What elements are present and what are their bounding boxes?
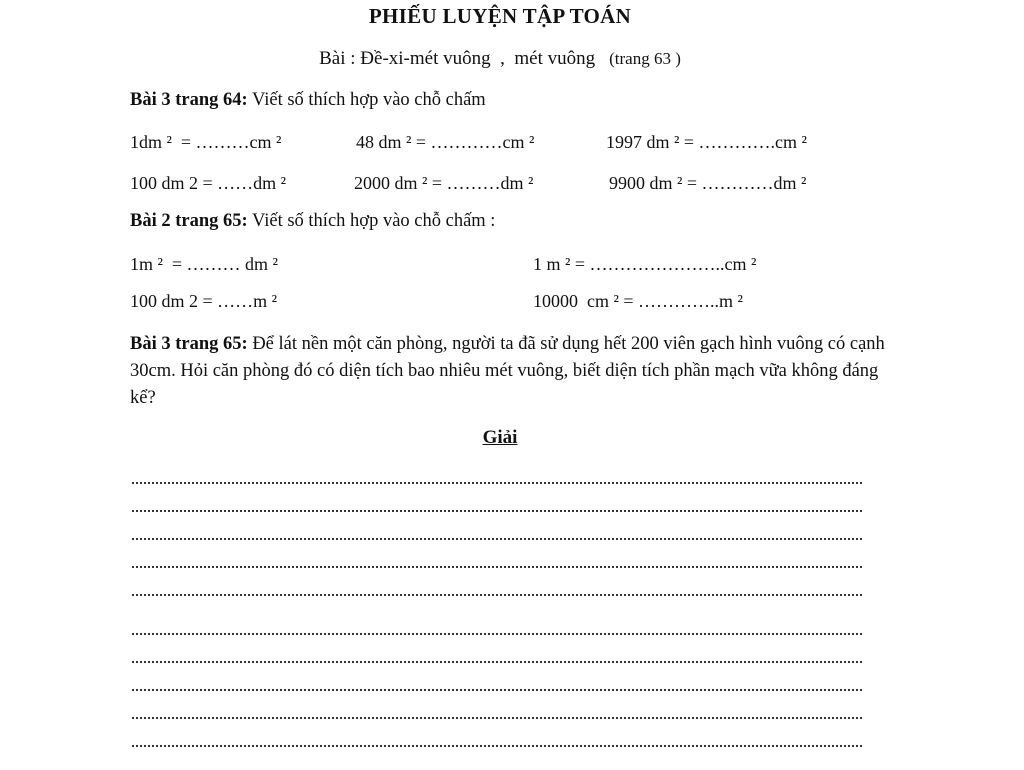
answer-line[interactable] (132, 661, 862, 663)
exercise-2-label: Bài 2 trang 65: (130, 211, 248, 231)
answer-line[interactable] (132, 594, 862, 596)
exercise-2-heading (130, 211, 495, 232)
exercise-1-item: 100 dm 2 = ……dm ² (130, 173, 287, 193)
answer-line[interactable] (132, 633, 862, 635)
lesson-subtitle (0, 48, 1000, 70)
exercise-2-item: 10000 cm ² = …………..m ² (533, 291, 743, 311)
exercise-1-instruction: Viết số thích hợp vào chỗ chấm (247, 90, 486, 110)
exercise-2-item: 1m ² = ……… dm ² (130, 254, 278, 274)
exercise-1-item: 9900 dm ² = …………dm ² (609, 173, 807, 193)
answer-line[interactable] (132, 717, 862, 719)
exercise-1-heading (130, 90, 486, 111)
exercise-2-item: 1 m ² = …………………..cm ² (533, 254, 757, 274)
exercise-3-text: Để lát nền một căn phòng, người ta đã sử dụng hết 200 viên gạch hình vuông có cạnh 30cm. Hỏi căn phòng đó có diện tích bao nhiêu mét vuông, biết diện tích phần mạch vữa không đáng kể? (130, 334, 885, 408)
answer-line[interactable] (132, 745, 862, 747)
exercise-3-problem (130, 331, 890, 412)
exercise-2-instruction: Viết số thích hợp vào chỗ chấm : (247, 211, 496, 231)
answer-line[interactable] (132, 482, 862, 484)
exercise-1-item: 2000 dm ² = ………dm ² (354, 173, 534, 193)
solution-heading-text: Giải (482, 427, 518, 448)
worksheet-title: PHIẾU LUYỆN TẬP TOÁN (368, 4, 632, 28)
answer-line[interactable] (132, 510, 862, 512)
answer-line[interactable] (132, 689, 862, 691)
answer-line[interactable] (132, 538, 862, 540)
exercise-1-label: Bài 3 trang 64: (130, 90, 248, 110)
solution-heading (0, 427, 1000, 449)
exercise-1-item: 1dm ² = ………cm ² (130, 132, 282, 152)
exercise-1-item: 1997 dm ² = ………….cm ² (606, 132, 807, 152)
exercise-1-item: 48 dm ² = …………cm ² (356, 132, 535, 152)
lesson-page-ref: (trang 63 ) (609, 49, 681, 68)
exercise-3-label: Bài 3 trang 65: (130, 334, 248, 354)
lesson-name: Bài : Đề-xi-mét vuông , mét vuông (319, 48, 596, 69)
answer-line[interactable] (132, 566, 862, 568)
exercise-2-item: 100 dm 2 = ……m ² (130, 291, 278, 311)
